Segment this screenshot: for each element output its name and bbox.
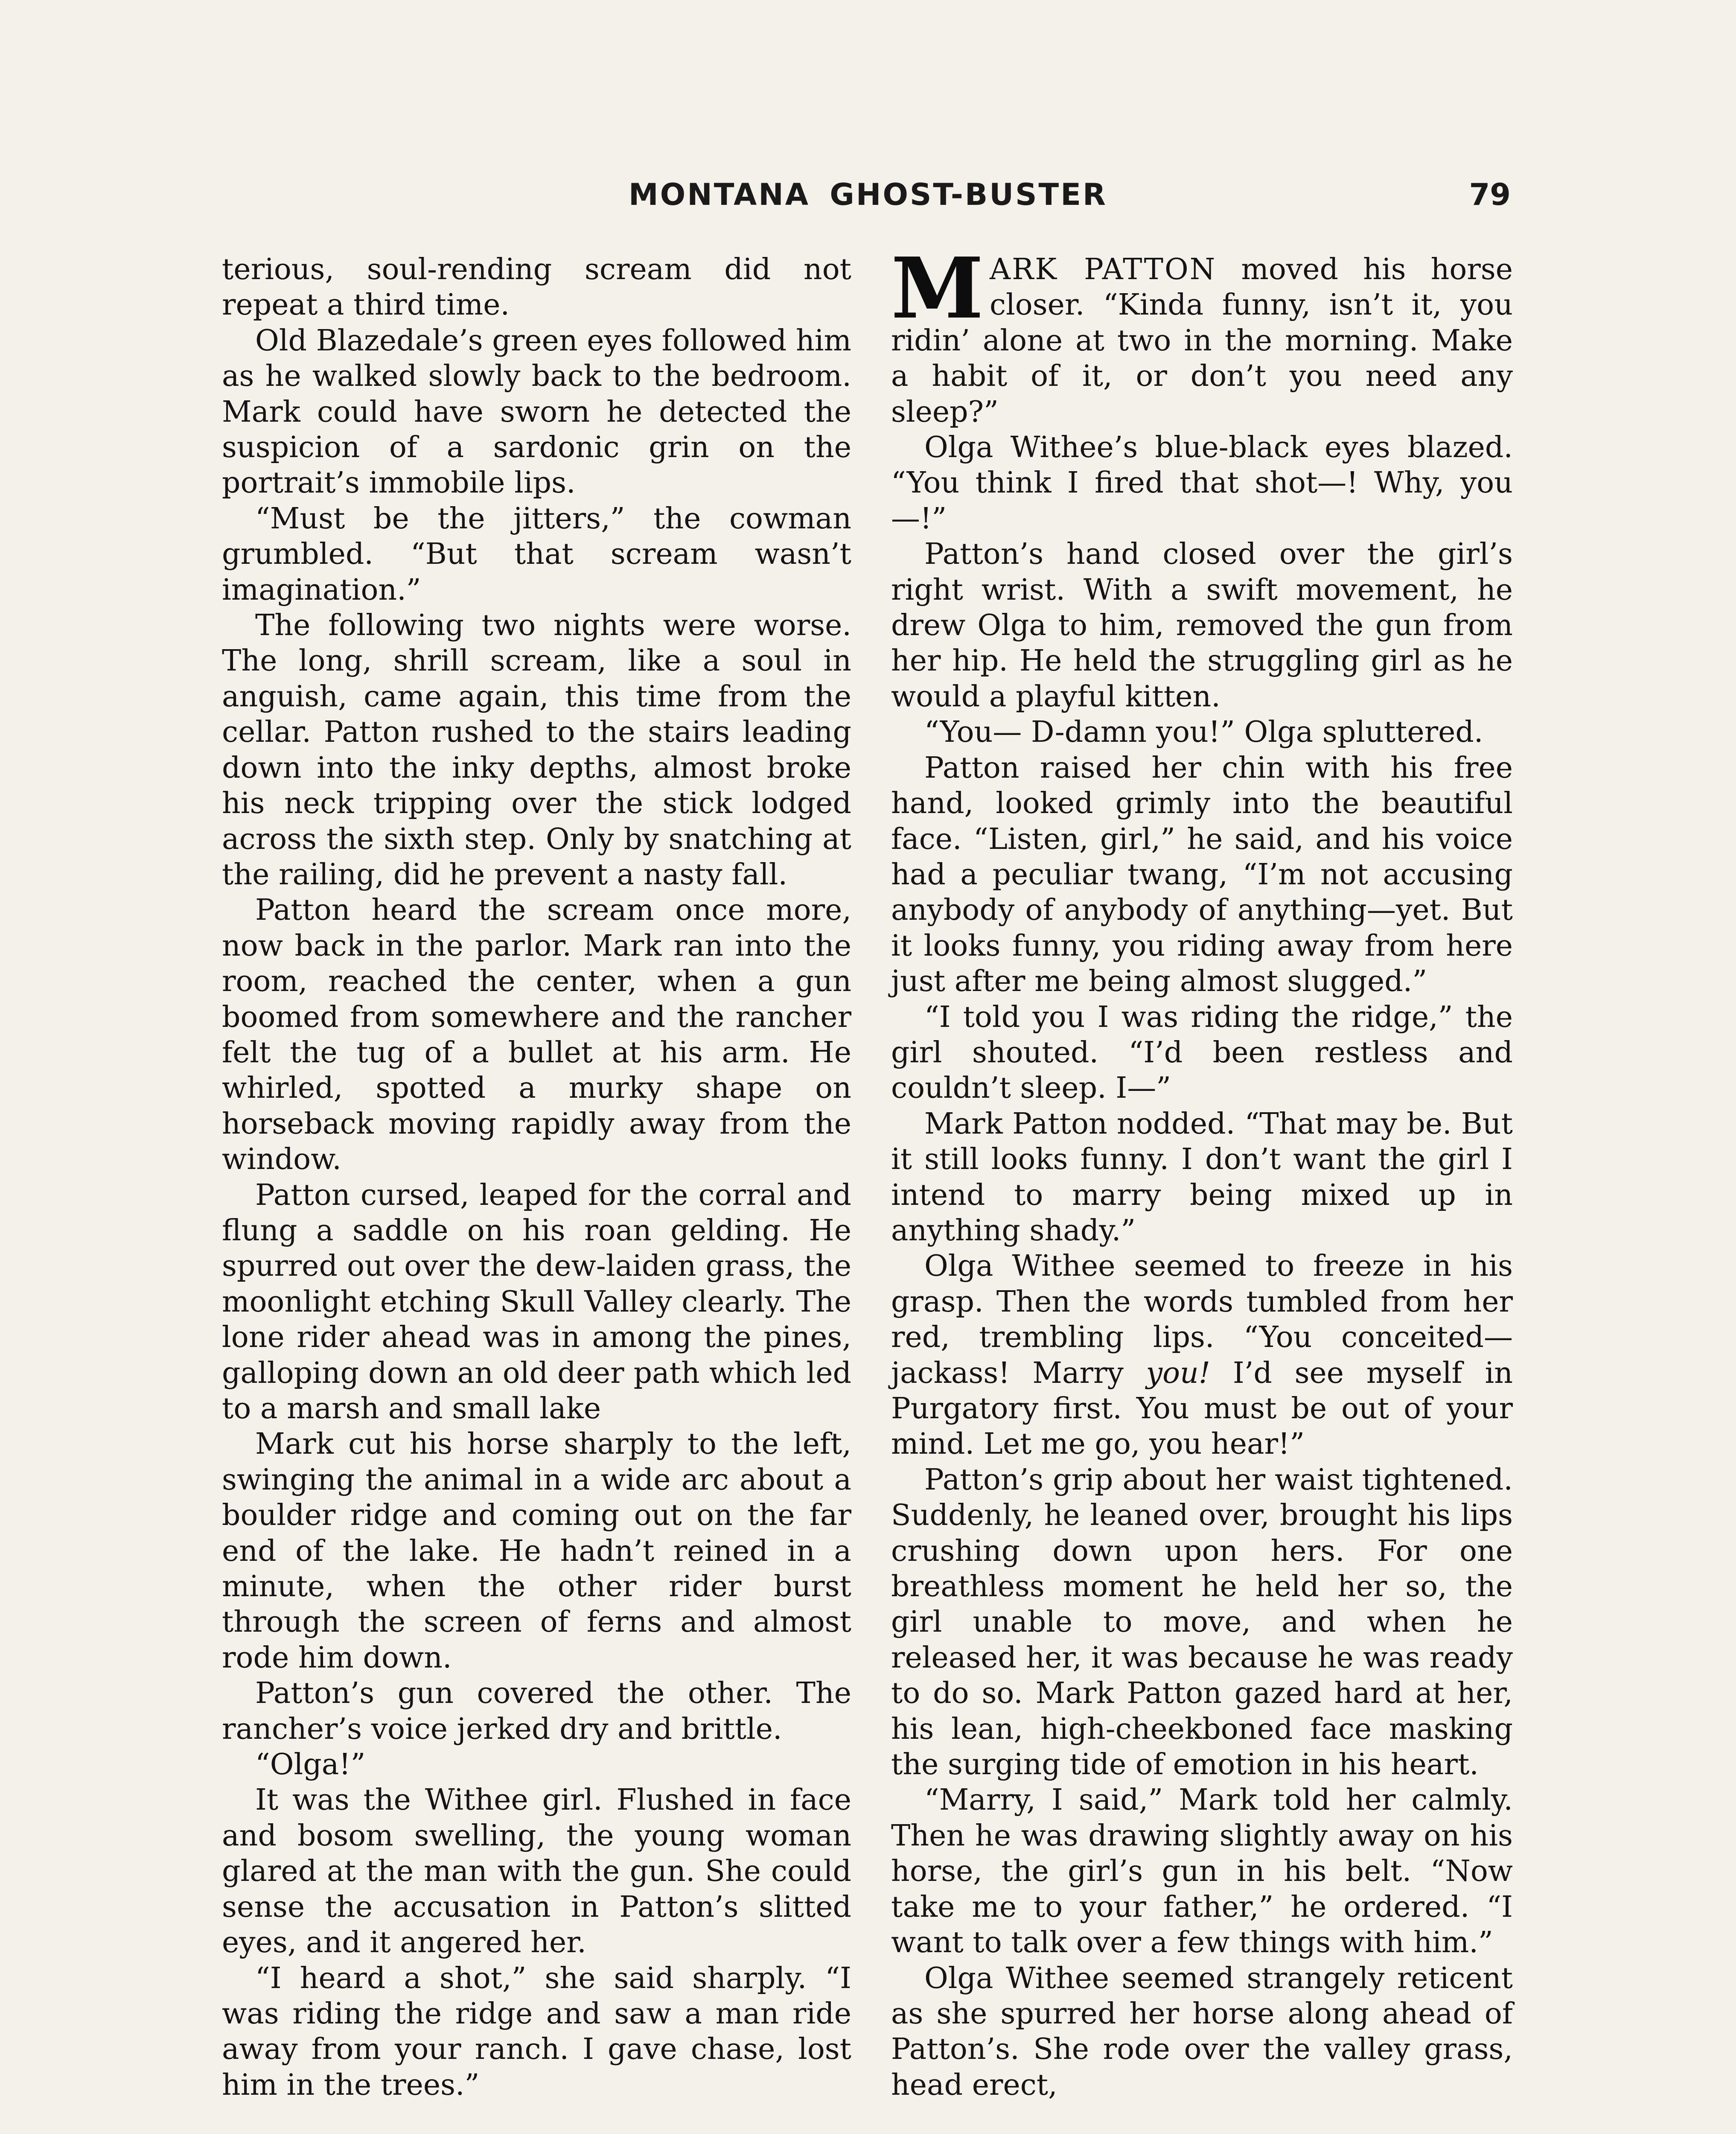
paragraph: Patton raised her chin with his free hand, looked grimly into the beautiful face. “Listen, girl,” he said, and his voice had a peculiar twang, “I’m not accusing anybody of anybody of anything—yet. But it looks funny, you riding away from here just after me being almost slugged.”: [891, 751, 1513, 999]
paragraph: Mark cut his horse sharply to the left, swinging the animal in a wide arc about a boulder ridge and coming out on the far end of the lake. He hadn’t reined in a minute, when the other rider burst through the screen of ferns and almost rode him down.: [222, 1427, 851, 1675]
left-column: [222, 252, 851, 2134]
page-number: 79: [1469, 177, 1511, 212]
story-title: MONTANA GHOST-BUSTER: [629, 177, 1107, 212]
opening-paragraph: [891, 239, 1513, 430]
paragraph: Patton’s hand closed over the girl’s right wrist. With a swift movement, he drew Olga to him, removed the gun from her hip. He held the struggling girl as he would a playful kitten.: [891, 537, 1513, 714]
paragraph: “Olga!”: [255, 1748, 366, 1782]
paragraph: “Must be the jitters,” the cowman grumbled. “But that scream wasn’t imagination.”: [222, 501, 851, 607]
olga-text-before: Olga Withee seemed to freeze in his grasp. Then the words tumbled from her red, trembling lips. “You conceited—jackass! Marry: [891, 1249, 1513, 1390]
paragraph: “I heard a shot,” she said sharply. “I was riding the ridge and saw a man ride away from your ranch. I gave chase, lost him in the trees.”: [222, 1961, 851, 2102]
paragraph: The following two nights were worse. The long, shrill scream, like a soul in anguish, came again, this time from the cellar. Patton rushed to the stairs leading down into the inky depths, almost broke his neck tripping over the stick lodged across the sixth step. Only by snatching at the railing, did he prevent a nasty fall.: [222, 609, 851, 892]
lead-in-text: moved his horse closer. “Kinda funny, isn’t it, you ridin’ alone at two in the morning. Make a habit of it, or don’t you need any sleep?”: [891, 253, 1513, 429]
drop-cap: M: [891, 239, 984, 338]
paragraph: “Marry, I said,” Mark told her calmly. Then he was drawing slightly away on his horse, the girl’s gun in his belt. “Now take me to your father,” he ordered. “I want to talk over a few things with him.”: [891, 1783, 1513, 1960]
emphasis-word: you!: [1146, 1356, 1211, 1390]
paragraph: [891, 1248, 1513, 1462]
paragraph: Olga Withee’s blue-black eyes blazed. “You think I fired that shot—! Why, you—!”: [891, 431, 1513, 536]
paragraph: terious, soul-rending scream did not repeat a third time.: [222, 253, 851, 322]
right-column: [891, 239, 1513, 2134]
paragraph: “You— D-damn you!” Olga spluttered.: [924, 715, 1483, 749]
paragraph: Patton heard the scream once more, now back in the parlor. Mark ran into the room, reached the center, when a gun boomed from somewhere and the rancher felt the tug of a bullet at his arm. He whirled, spotted a murky shape on horseback moving rapidly away from the window.: [222, 893, 851, 1177]
running-head: [225, 177, 1511, 228]
lead-in-caps: ARK PATTON: [989, 253, 1217, 286]
paragraph: Mark Patton nodded. “That may be. But it still looks funny. I don’t want the girl I intend to marry being mixed up in anything shady.”: [891, 1107, 1513, 1248]
olga-text-after: I’d see myself in Purgatory first. You must be out of your mind. Let me go, you hear!”: [891, 1356, 1513, 1461]
paragraph: Patton cursed, leaped for the corral and flung a saddle on his roan gelding. He spurred out over the dew-laiden grass, the moonlight etching Skull Valley clearly. The lone rider ahead was in among the pines, galloping down an old deer path which led to a marsh and small lake: [222, 1178, 851, 1426]
paragraph: It was the Withee girl. Flushed in face and bosom swelling, the young woman glared at the man with the gun. She could sense the accusation in Patton’s slitted eyes, and it angered her.: [222, 1783, 851, 1960]
paragraph: “I told you I was riding the ridge,” the girl shouted. “I’d been restless and couldn’t sleep. I—”: [891, 1000, 1513, 1105]
paragraph: Patton’s gun covered the other. The rancher’s voice jerked dry and brittle.: [222, 1676, 851, 1746]
paragraph: Old Blazedale’s green eyes followed him as he walked slowly back to the bedroom. Mark could have sworn he detected the suspicion of a sardonic grin on the portrait’s immobile lips.: [222, 324, 851, 500]
paragraph: Olga Withee seemed strangely reticent as she spurred her horse along ahead of Patton’s. She rode over the valley grass, head erect,: [891, 1961, 1513, 2102]
paragraph: Patton’s grip about her waist tightened. Suddenly, he leaned over, brought his lips crushing down upon hers. For one breathless moment he held her so, the girl unable to move, and when he released her, it was because he was ready to do so. Mark Patton gazed hard at her, his lean, high-cheekboned face masking the surging tide of emotion in his heart.: [891, 1463, 1513, 1782]
